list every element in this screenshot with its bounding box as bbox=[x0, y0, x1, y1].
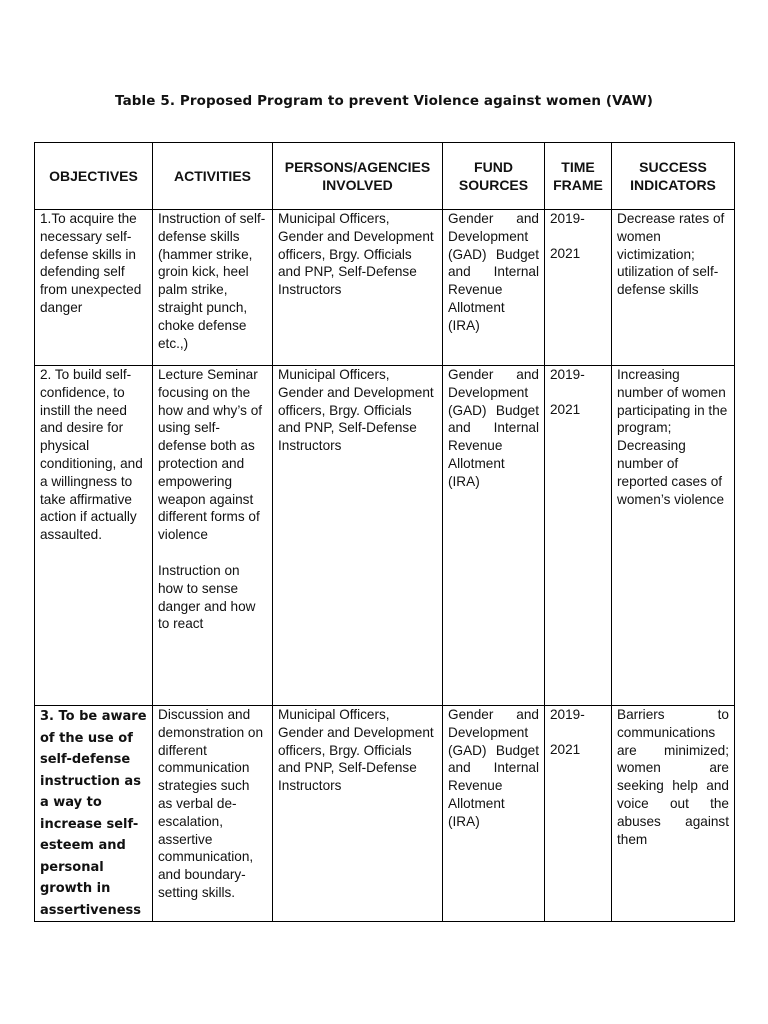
objective-cell: 2. To build self-confidence, to instill the need and desire for physical conditioning, and a willingness to take affirmative action if actually assaulted. bbox=[35, 366, 153, 706]
time-frame-cell bbox=[545, 366, 612, 706]
time-end: 2021 bbox=[550, 741, 581, 757]
table-row bbox=[35, 210, 735, 366]
fund-cell: Gender and Development (GAD) Budget and Internal Revenue Allotment (IRA) bbox=[443, 706, 545, 922]
table-row bbox=[35, 706, 735, 922]
objective-cell: 1.To acquire the necessary self-defense skills in defending self from unexpected danger bbox=[35, 210, 153, 366]
time-start: 2019- bbox=[550, 367, 585, 382]
time-frame-cell bbox=[545, 210, 612, 366]
activities-text-1: Lecture Seminar focusing on the how and why’s of using self-defense both as protection and empowering weapon against different forms of violence bbox=[158, 367, 263, 543]
activities-text-2: Instruction on how to sense danger and how to react bbox=[158, 562, 256, 632]
activities-cell: Discussion and demonstration on different communication strategies such as verbal de-escalation, assertive communication, and boundary-setting skills. bbox=[153, 706, 273, 922]
activities-cell bbox=[153, 366, 273, 706]
activities-cell: Instruction of self-defense skills (hammer strike, groin kick, heel palm strike, straight punch, choke defense etc.,) bbox=[153, 210, 273, 366]
header-success-indicators: SUCCESS INDICATORS bbox=[612, 143, 735, 210]
time-frame-cell bbox=[545, 706, 612, 922]
program-table bbox=[34, 142, 735, 922]
fund-cell: Gender and Development (GAD) Budget and Internal Revenue Allotment (IRA) bbox=[443, 210, 545, 366]
header-row bbox=[35, 143, 735, 210]
fund-cell: Gender and Development (GAD) Budget and Internal Revenue Allotment (IRA) bbox=[443, 366, 545, 706]
persons-cell: Municipal Officers, Gender and Development officers, Brgy. Officials and PNP, Self-Defense Instructors bbox=[273, 210, 443, 366]
objective-cell: 3. To be aware of the use of self-defense instruction as a way to increase self-esteem and personal growth in assertiveness bbox=[35, 706, 153, 922]
time-end: 2021 bbox=[550, 401, 581, 417]
success-cell: Barriers to communications are minimized; women are seeking help and voice out the abuses against them bbox=[612, 706, 735, 922]
header-fund-sources: FUND SOURCES bbox=[443, 143, 545, 210]
header-objectives: OBJECTIVES bbox=[35, 143, 153, 210]
time-start: 2019- bbox=[550, 211, 585, 226]
time-start: 2019- bbox=[550, 707, 585, 722]
header-time-frame: TIME FRAME bbox=[545, 143, 612, 210]
table-row bbox=[35, 366, 735, 706]
table-title: Table 5. Proposed Program to prevent Violence against women (VAW) bbox=[115, 93, 653, 109]
success-cell: Increasing number of women participating in the program; Decreasing number of reported cases of women’s violence bbox=[612, 366, 735, 706]
header-persons-agencies: PERSONS/AGENCIES INVOLVED bbox=[273, 143, 443, 210]
persons-cell: Municipal Officers, Gender and Development officers, Brgy. Officials and PNP, Self-Defense Instructors bbox=[273, 706, 443, 922]
success-cell: Decrease rates of women victimization; utilization of self-defense skills bbox=[612, 210, 735, 366]
time-end: 2021 bbox=[550, 245, 581, 261]
header-activities: ACTIVITIES bbox=[153, 143, 273, 210]
persons-cell: Municipal Officers, Gender and Development officers, Brgy. Officials and PNP, Self-Defense Instructors bbox=[273, 366, 443, 706]
